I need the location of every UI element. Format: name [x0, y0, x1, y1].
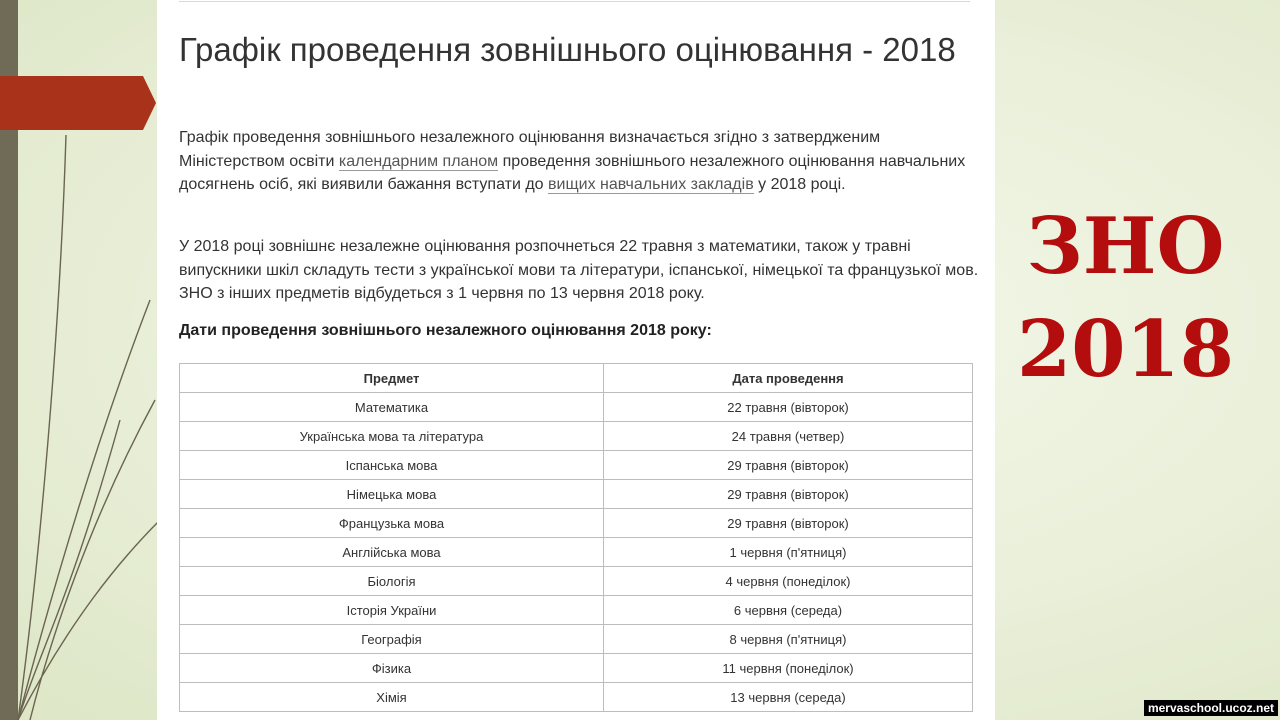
slide-title-line1: ЗНО — [1026, 201, 1225, 292]
date-cell: 6 червня (середа) — [604, 596, 973, 625]
site-watermark: mervaschool.ucoz.net — [1144, 700, 1278, 716]
table-row — [180, 567, 973, 596]
intro-paragraph — [179, 126, 979, 197]
table-row — [180, 422, 973, 451]
intro-text-3: у 2018 році. — [753, 176, 846, 193]
date-cell: 29 травня (вівторок) — [604, 509, 973, 538]
subject-cell: Французька мова — [180, 509, 604, 538]
slide-title-line2: 2018 — [1016, 304, 1235, 395]
date-cell: 13 червня (середа) — [604, 683, 973, 712]
universities-link[interactable]: вищих навчальних закладів — [548, 176, 754, 193]
header-date: Дата проведення — [604, 364, 973, 393]
article-screenshot — [157, 0, 995, 720]
table-row — [180, 683, 973, 712]
table-row — [180, 538, 973, 567]
subject-cell: Англійська мова — [180, 538, 604, 567]
table-row — [180, 596, 973, 625]
slide-title — [1003, 195, 1248, 401]
schedule-paragraph: У 2018 році зовнішнє незалежне оцінювання розпочнеться 22 травня з математики, також у травні випускники шкіл складуть тести з української мови та літератури, іспанської, німецької та французької мов. ЗНО з інших предметів відбудеться з 1 червня по 13 червня 2018 року. — [179, 238, 979, 302]
dates-subheading: Дати проведення зовнішнього незалежного оцінювання 2018 року: — [179, 322, 712, 339]
table-row — [180, 451, 973, 480]
table-header-row — [180, 364, 973, 393]
table-row — [180, 480, 973, 509]
date-cell: 29 травня (вівторок) — [604, 451, 973, 480]
table-row — [180, 393, 973, 422]
date-cell: 11 червня (понеділок) — [604, 654, 973, 683]
subject-cell: Хімія — [180, 683, 604, 712]
page-title: Графік проведення зовнішнього оцінювання - 2018 — [179, 31, 956, 68]
subject-cell: Біологія — [180, 567, 604, 596]
date-cell: 22 травня (вівторок) — [604, 393, 973, 422]
table-row — [180, 654, 973, 683]
calendar-plan-link[interactable]: календарним планом — [338, 152, 499, 170]
date-cell: 29 травня (вівторок) — [604, 480, 973, 509]
date-cell: 8 червня (п'ятниця) — [604, 625, 973, 654]
subject-cell: Іспанська мова — [180, 451, 604, 480]
subject-cell: Фізика — [180, 654, 604, 683]
intro-text-2: проведення зовнішнього незалежного оцінювання навчальних досягнень осіб, які виявили бажання вступати до — [179, 152, 966, 193]
subject-cell: Українська мова та література — [180, 422, 604, 451]
header-subject: Предмет — [180, 364, 604, 393]
subject-cell: Математика — [180, 393, 604, 422]
intro-text-1: Графік проведення зовнішнього незалежного оцінювання визначається згідно з затвердженим Міністерством освіти — [179, 129, 881, 170]
exam-schedule-table — [179, 363, 973, 712]
divider — [179, 1, 970, 2]
date-cell: 4 червня (понеділок) — [604, 567, 973, 596]
date-cell: 24 травня (четвер) — [604, 422, 973, 451]
subject-cell: Географія — [180, 625, 604, 654]
table-row — [180, 625, 973, 654]
subject-cell: Історія України — [180, 596, 604, 625]
date-cell: 1 червня (п'ятниця) — [604, 538, 973, 567]
slide-accent-arrow — [0, 76, 156, 130]
table-row — [180, 509, 973, 538]
subject-cell: Німецька мова — [180, 480, 604, 509]
